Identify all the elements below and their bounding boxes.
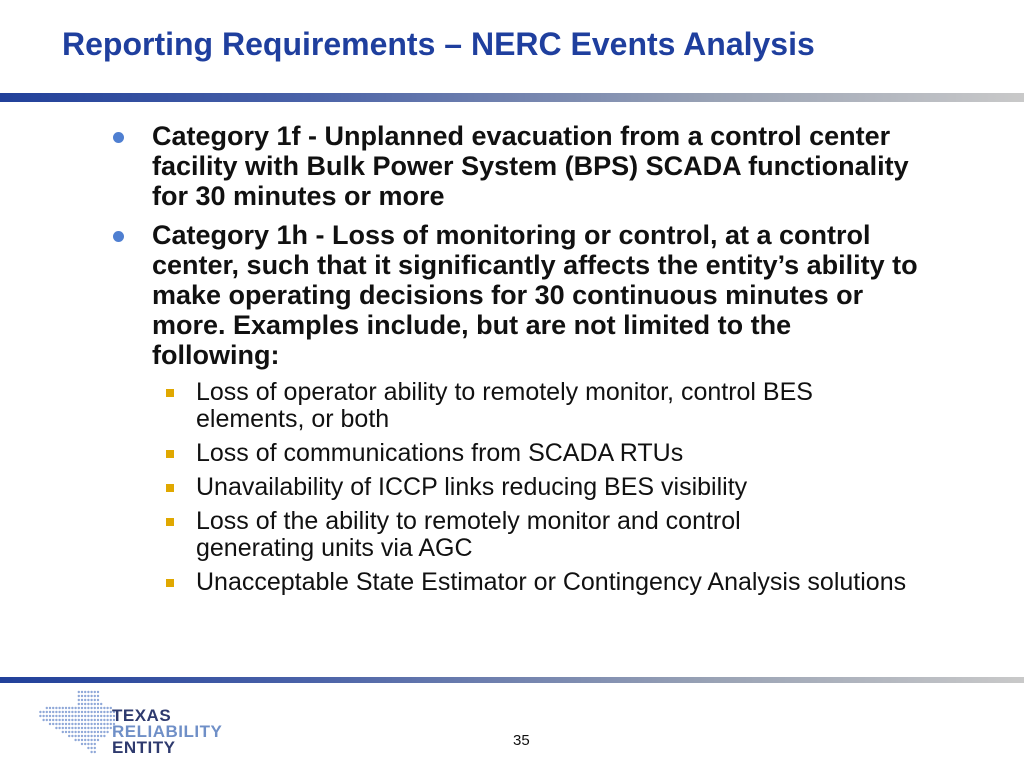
logo-dot bbox=[49, 723, 51, 725]
logo-dot bbox=[68, 723, 70, 725]
logo-dot bbox=[62, 715, 64, 717]
logo-dot bbox=[84, 723, 86, 725]
logo-dot bbox=[71, 727, 73, 729]
logo-dot bbox=[78, 695, 80, 697]
bullet-dot-icon bbox=[113, 231, 124, 242]
slide-body bbox=[110, 121, 990, 603]
logo-dot bbox=[94, 731, 96, 733]
logo-dot bbox=[106, 719, 108, 721]
logo-dot bbox=[94, 735, 96, 737]
logo-dot bbox=[94, 699, 96, 701]
logo-dot bbox=[84, 739, 86, 741]
logo-dot bbox=[65, 707, 67, 709]
logo-dot bbox=[103, 711, 105, 713]
logo-dot bbox=[49, 707, 51, 709]
logo-dot bbox=[81, 719, 83, 721]
logo-dot bbox=[74, 723, 76, 725]
logo-dot bbox=[68, 727, 70, 729]
logo-dot bbox=[106, 727, 108, 729]
logo-dot bbox=[71, 731, 73, 733]
logo-dot bbox=[103, 731, 105, 733]
logo-dot bbox=[74, 727, 76, 729]
square-bullet-icon bbox=[166, 484, 174, 492]
logo-dot bbox=[78, 691, 80, 693]
logo-dot bbox=[42, 715, 44, 717]
logo-dot bbox=[62, 707, 64, 709]
logo-dot bbox=[58, 723, 60, 725]
sub-bullet-item bbox=[152, 508, 856, 562]
logo-dot bbox=[74, 719, 76, 721]
logo-dot bbox=[42, 719, 44, 721]
logo-dot bbox=[103, 719, 105, 721]
logo-dot bbox=[94, 703, 96, 705]
logo-dot bbox=[68, 731, 70, 733]
logo-dot bbox=[74, 711, 76, 713]
logo-dot bbox=[94, 707, 96, 709]
logo-dot bbox=[100, 731, 102, 733]
sub-bullet-item bbox=[152, 569, 916, 596]
logo-dot bbox=[78, 711, 80, 713]
logo-dot bbox=[90, 739, 92, 741]
logo-dot bbox=[68, 715, 70, 717]
logo-dot bbox=[97, 691, 99, 693]
sub-bullet-item bbox=[152, 379, 916, 433]
logo-dot bbox=[68, 735, 70, 737]
logo-dot bbox=[65, 723, 67, 725]
logo-dot bbox=[97, 695, 99, 697]
logo-dot bbox=[78, 715, 80, 717]
logo-dot bbox=[84, 743, 86, 745]
logo-dot bbox=[97, 735, 99, 737]
logo-dot bbox=[78, 739, 80, 741]
logo-wordmark bbox=[112, 708, 222, 756]
logo-dot bbox=[81, 707, 83, 709]
logo-dot bbox=[87, 707, 89, 709]
logo-dot bbox=[87, 727, 89, 729]
logo-dot bbox=[100, 703, 102, 705]
logo-dot bbox=[97, 719, 99, 721]
logo-dot bbox=[103, 723, 105, 725]
logo-dot bbox=[71, 707, 73, 709]
logo-dot bbox=[87, 691, 89, 693]
logo-dot bbox=[81, 715, 83, 717]
logo-dot bbox=[106, 715, 108, 717]
logo-dot bbox=[84, 707, 86, 709]
logo-dot bbox=[74, 735, 76, 737]
logo-dot bbox=[46, 711, 48, 713]
logo-dot bbox=[90, 699, 92, 701]
logo-dot bbox=[103, 715, 105, 717]
logo-dot bbox=[62, 731, 64, 733]
logo-dot bbox=[81, 735, 83, 737]
logo-dot bbox=[81, 699, 83, 701]
logo-dot bbox=[84, 703, 86, 705]
logo-dot bbox=[84, 711, 86, 713]
logo-line-entity: ENTITY bbox=[112, 738, 176, 757]
sub-bullet-item bbox=[152, 440, 990, 467]
logo-dot bbox=[81, 695, 83, 697]
logo-dot bbox=[103, 735, 105, 737]
page-number: 35 bbox=[513, 732, 530, 749]
logo-line-texas: TEXAS bbox=[112, 706, 172, 725]
footer-divider bbox=[0, 677, 1024, 683]
logo-dot bbox=[97, 707, 99, 709]
logo-dot bbox=[84, 695, 86, 697]
logo-dot bbox=[106, 707, 108, 709]
logo-dot bbox=[97, 711, 99, 713]
logo-dot bbox=[90, 695, 92, 697]
logo-dot bbox=[94, 747, 96, 749]
bullet-dot-icon bbox=[113, 132, 124, 143]
sub-bullet-item bbox=[152, 474, 990, 501]
logo-dot bbox=[97, 739, 99, 741]
logo-dot bbox=[84, 719, 86, 721]
logo-dot bbox=[49, 719, 51, 721]
logo-dot bbox=[87, 695, 89, 697]
logo-dot bbox=[52, 723, 54, 725]
logo-dot bbox=[84, 691, 86, 693]
logo-dot bbox=[100, 719, 102, 721]
logo-dot bbox=[39, 715, 41, 717]
logo-dot bbox=[55, 727, 57, 729]
logo-dot bbox=[94, 743, 96, 745]
logo-dot bbox=[90, 747, 92, 749]
logo-dot bbox=[74, 739, 76, 741]
logo-dot bbox=[87, 739, 89, 741]
logo-dot bbox=[68, 707, 70, 709]
logo-dot bbox=[90, 691, 92, 693]
logo-dot bbox=[52, 711, 54, 713]
logo-dot bbox=[94, 723, 96, 725]
sub-bullet-text: Loss of the ability to remotely monitor and control generating units via AGC bbox=[196, 507, 741, 562]
sub-bullet-text: Loss of communications from SCADA RTUs bbox=[196, 439, 684, 467]
logo-dot bbox=[100, 727, 102, 729]
logo-dot bbox=[87, 735, 89, 737]
logo-dot bbox=[49, 711, 51, 713]
logo-dot bbox=[55, 711, 57, 713]
logo-dot bbox=[78, 735, 80, 737]
bullet-item bbox=[110, 121, 922, 211]
logo-dot bbox=[74, 715, 76, 717]
logo-dot bbox=[81, 727, 83, 729]
logo-dot bbox=[65, 727, 67, 729]
square-bullet-icon bbox=[166, 579, 174, 587]
square-bullet-icon bbox=[166, 389, 174, 397]
logo-dot bbox=[90, 723, 92, 725]
logo-dot bbox=[97, 703, 99, 705]
logo-dot bbox=[100, 715, 102, 717]
logo-dot bbox=[103, 707, 105, 709]
logo-dot bbox=[55, 723, 57, 725]
logo-dot bbox=[49, 715, 51, 717]
logo-dot bbox=[84, 735, 86, 737]
square-bullet-icon bbox=[166, 518, 174, 526]
logo-dot bbox=[84, 715, 86, 717]
logo-dot bbox=[100, 711, 102, 713]
logo-dot bbox=[78, 707, 80, 709]
logo-dot bbox=[97, 723, 99, 725]
logo-dot bbox=[87, 719, 89, 721]
logo-dot bbox=[46, 707, 48, 709]
header-divider bbox=[0, 93, 1024, 102]
logo-dot bbox=[78, 719, 80, 721]
logo-dot bbox=[90, 731, 92, 733]
logo-dot bbox=[103, 727, 105, 729]
logo-dot bbox=[78, 703, 80, 705]
logo-dot bbox=[90, 715, 92, 717]
logo-dot bbox=[81, 703, 83, 705]
sub-bullet-list bbox=[152, 379, 990, 596]
logo-dot bbox=[58, 711, 60, 713]
logo-dot bbox=[46, 715, 48, 717]
logo-dot bbox=[65, 719, 67, 721]
logo-dot bbox=[58, 707, 60, 709]
logo-dot bbox=[62, 719, 64, 721]
logo-dot bbox=[52, 715, 54, 717]
logo-dot bbox=[81, 743, 83, 745]
logo-dot bbox=[100, 707, 102, 709]
logo-dot bbox=[106, 711, 108, 713]
logo-dot bbox=[55, 715, 57, 717]
logo-dot bbox=[87, 747, 89, 749]
logo-dot bbox=[90, 727, 92, 729]
logo-dot bbox=[52, 707, 54, 709]
logo-dot bbox=[62, 723, 64, 725]
logo-dot bbox=[106, 731, 108, 733]
logo-dot bbox=[87, 731, 89, 733]
logo-dot bbox=[42, 711, 44, 713]
logo-dot bbox=[71, 723, 73, 725]
logo-dot bbox=[71, 735, 73, 737]
logo-dot bbox=[94, 711, 96, 713]
logo-dot bbox=[84, 731, 86, 733]
slide-title: Reporting Requirements – NERC Events Analysis bbox=[62, 26, 815, 62]
logo-dot bbox=[100, 735, 102, 737]
logo-line-reliability: RELIABILITY bbox=[112, 722, 223, 741]
logo-dot bbox=[90, 751, 92, 753]
logo-dot bbox=[87, 723, 89, 725]
logo-dot bbox=[97, 715, 99, 717]
logo-dot bbox=[78, 723, 80, 725]
logo-dot bbox=[90, 703, 92, 705]
logo-dot bbox=[68, 719, 70, 721]
logo-dot bbox=[97, 731, 99, 733]
logo-dot bbox=[58, 715, 60, 717]
bullet-text: Category 1h - Loss of monitoring or control, at a control center, such that it significantly affects the entity’s ability to make operating decisions for 30 continuous minutes or more. Examples include, but are not limited to the following: bbox=[152, 220, 918, 370]
logo-dot bbox=[52, 719, 54, 721]
logo-dot bbox=[81, 739, 83, 741]
logo-dot bbox=[90, 735, 92, 737]
logo-dot bbox=[94, 715, 96, 717]
logo-dot bbox=[94, 719, 96, 721]
logo-dot bbox=[81, 691, 83, 693]
logo-dot bbox=[62, 711, 64, 713]
logo-dot bbox=[94, 695, 96, 697]
logo-dot bbox=[87, 703, 89, 705]
logo-dot bbox=[94, 739, 96, 741]
square-bullet-icon bbox=[166, 450, 174, 458]
logo-dot bbox=[46, 719, 48, 721]
logo-dot bbox=[87, 711, 89, 713]
logo-dot bbox=[65, 715, 67, 717]
logo-dot bbox=[90, 711, 92, 713]
sub-bullet-text: Unacceptable State Estimator or Contingency Analysis solutions bbox=[196, 568, 907, 596]
logo-dot bbox=[78, 727, 80, 729]
logo-dot bbox=[81, 723, 83, 725]
logo-dot bbox=[94, 751, 96, 753]
logo-dot bbox=[78, 731, 80, 733]
logo-dot bbox=[81, 731, 83, 733]
logo-dot bbox=[90, 743, 92, 745]
logo-dot bbox=[68, 711, 70, 713]
logo-dot bbox=[78, 699, 80, 701]
logo-dot bbox=[71, 715, 73, 717]
logo-dot bbox=[81, 711, 83, 713]
logo-dot bbox=[90, 719, 92, 721]
logo-dot bbox=[87, 715, 89, 717]
bullet-text: Category 1f - Unplanned evacuation from a control center facility with Bulk Power System (BPS) SCADA functionality for 30 minutes or more bbox=[152, 121, 909, 211]
logo-dot bbox=[58, 719, 60, 721]
logo-dot bbox=[74, 707, 76, 709]
logo-dot bbox=[62, 727, 64, 729]
logo-dot bbox=[90, 707, 92, 709]
logo-dot bbox=[58, 727, 60, 729]
sub-bullet-text: Loss of operator ability to remotely monitor, control BES elements, or both bbox=[196, 378, 813, 433]
logo-dot bbox=[71, 719, 73, 721]
bullet-item bbox=[110, 220, 922, 370]
logo-dot bbox=[71, 711, 73, 713]
sub-bullet-text: Unavailability of ICCP links reducing BES visibility bbox=[196, 473, 748, 501]
logo-dot bbox=[94, 691, 96, 693]
logo-dot bbox=[84, 727, 86, 729]
logo-dot bbox=[39, 711, 41, 713]
logo-dot bbox=[100, 723, 102, 725]
logo-dot bbox=[65, 711, 67, 713]
logo-dot bbox=[87, 699, 89, 701]
logo-dot bbox=[94, 727, 96, 729]
logo-dot bbox=[84, 699, 86, 701]
logo-dot bbox=[106, 723, 108, 725]
logo-dot bbox=[74, 731, 76, 733]
logo-dot bbox=[65, 731, 67, 733]
logo-dot bbox=[55, 707, 57, 709]
logo-dot bbox=[97, 699, 99, 701]
logo-dot bbox=[87, 743, 89, 745]
logo-dot bbox=[55, 719, 57, 721]
logo-dot bbox=[97, 727, 99, 729]
